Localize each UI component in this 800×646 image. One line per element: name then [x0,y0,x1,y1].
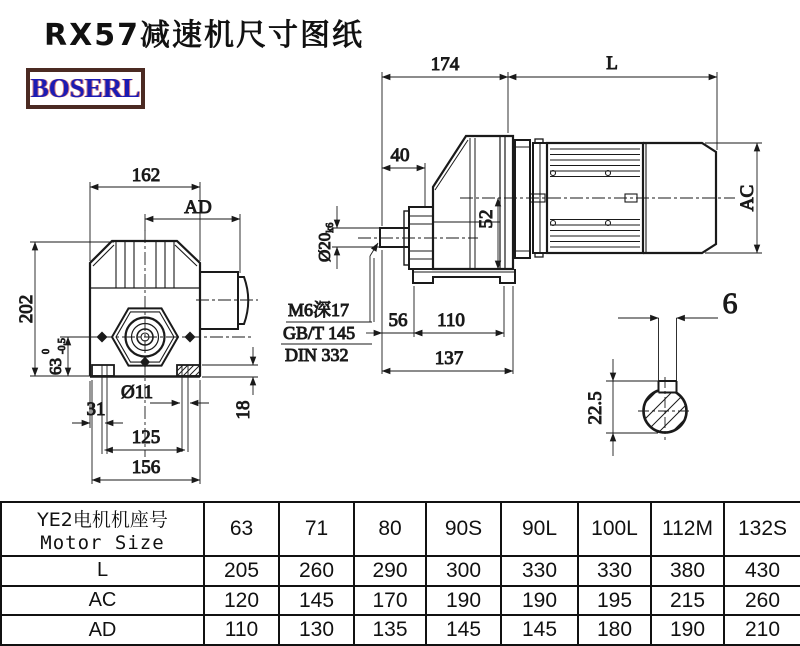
dim-hole-11: Ø11 [120,382,154,403]
cell-AD-71: 130 [279,615,354,645]
brand-logo-text: BOSERL [30,73,141,103]
svg-text:-0.5: -0.5 [57,338,68,354]
cell-AC-90s: 190 [426,586,501,616]
motor-size-table [0,501,800,646]
cell-L-80: 290 [354,556,426,586]
header-motor-size-cn: YE2电机机座号 [37,508,168,531]
col-90s: 90S [426,502,501,556]
header-motor-size [1,502,204,556]
cell-L-90l: 330 [501,556,578,586]
cell-AC-132s: 260 [724,586,800,616]
table-header-row [1,502,800,556]
cell-AD-80: 135 [354,615,426,645]
table-row-AD [1,615,800,645]
dim-156: 156 [131,457,161,478]
hatching [624,366,710,448]
dim-125: 125 [131,427,161,448]
dim-40: 40 [390,145,410,166]
dim-key-depth-22-5: 22.5 [585,391,606,425]
row-label-L: L [1,556,204,586]
cell-AD-90l: 145 [501,615,578,645]
svg-text:0: 0 [41,349,52,354]
dim-63-with-tolerance [41,338,68,375]
dim-key-width-6: 6 [722,287,738,320]
cell-L-90s: 300 [426,556,501,586]
dim-18: 18 [233,400,254,420]
front-view [16,165,258,484]
cell-L-63: 205 [204,556,279,586]
page-title: RX57减速机尺寸图纸 [44,18,364,53]
cell-L-132s: 430 [724,556,800,586]
cell-L-112m: 380 [651,556,724,586]
dim-length-L: L [606,53,618,74]
brand-logo-frame [26,68,145,109]
dim-110: 110 [437,310,465,331]
shaft-key-section [585,287,738,456]
cell-AD-132s: 210 [724,615,800,645]
col-63: 63 [204,502,279,556]
cell-AD-100l: 180 [578,615,651,645]
cell-AC-80: 170 [354,586,426,616]
cell-AC-63: 120 [204,586,279,616]
dim-162: 162 [131,165,161,186]
section-hatch [177,365,200,376]
table-row-L [1,556,800,586]
thread-note-m6: M6深17 [288,300,350,320]
dim-52: 52 [476,209,497,229]
dim-202: 202 [16,294,37,324]
col-80: 80 [354,502,426,556]
cell-AC-71: 145 [279,586,354,616]
cell-AD-63: 110 [204,615,279,645]
col-90l: 90L [501,502,578,556]
dim-137: 137 [434,348,464,369]
header-motor-size-en: Motor Size [40,531,165,554]
table-row-AC [1,586,800,616]
row-label-AC: AC [1,586,204,616]
col-132s: 132S [724,502,800,556]
cell-L-71: 260 [279,556,354,586]
cell-AC-90l: 190 [501,586,578,616]
cell-L-100l: 330 [578,556,651,586]
cell-AC-112m: 215 [651,586,724,616]
dim-ac: AC [737,184,758,212]
svg-text:63: 63 [46,358,65,375]
dim-shaft-20k6: Ø20k6 [315,222,336,262]
dim-56: 56 [388,310,408,331]
thread-note-din: DIN 332 [285,345,349,365]
thread-note-gbt: GB/T 145 [283,323,356,343]
cell-AD-90s: 145 [426,615,501,645]
col-112m: 112M [651,502,724,556]
dim-174: 174 [430,54,460,75]
row-label-AD: AD [1,615,204,645]
col-71: 71 [279,502,354,556]
cell-AD-112m: 190 [651,615,724,645]
side-view [281,53,762,374]
cell-AC-100l: 195 [578,586,651,616]
dim-31: 31 [86,399,106,420]
col-100l: 100L [578,502,651,556]
dim-ad: AD [184,197,212,218]
